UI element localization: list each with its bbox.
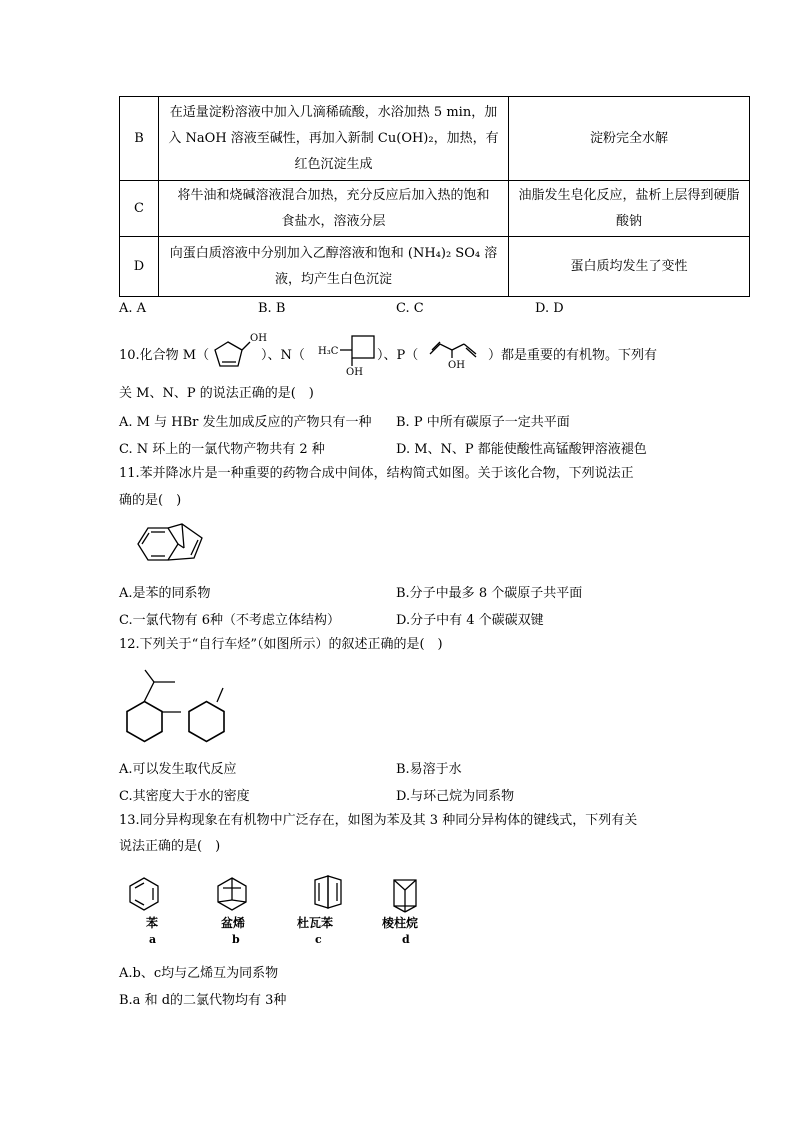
procedure-line: 在适量淀粉溶液中加入几滴稀硫酸，水浴加热 5 min，加	[169, 104, 498, 120]
q10-option-c: C. N 环上的一氯代物产物共有 2 种	[119, 442, 325, 457]
procedure-line: 入 NaOH 溶液至碱性，再加入新制 Cu(OH)₂，加热，有	[168, 130, 499, 146]
table-row	[120, 97, 750, 181]
q11-option-c: C.一氯代物有 6种（不考虑立体结构）	[119, 613, 341, 628]
structure-b-name: 盆烯	[221, 916, 246, 930]
row-result: 蛋白质均发生了变性	[509, 237, 750, 297]
table-row	[120, 181, 750, 237]
procedure-line: 食盐水，溶液分层	[281, 213, 386, 229]
q11-option-b: B.分子中最多 8 个碳原子共平面	[396, 586, 583, 601]
q13-stem-line1: 13.同分异构现象在有机物中广泛存在，如图为苯及其 3 种同分异构体的键线式，下列有关	[119, 813, 638, 828]
oh-label: OH	[346, 367, 363, 378]
q10-option-b: B. P 中所有碳原子一定共平面	[396, 415, 570, 430]
row-procedure	[159, 97, 509, 181]
q12-option-c: C.其密度大于水的密度	[119, 789, 250, 804]
structure-c-letter: c	[315, 933, 322, 946]
row-procedure	[159, 237, 509, 297]
q10-stem-part-a: 10.化合物 M（	[119, 348, 210, 363]
benzonorbornadiene-structure	[134, 522, 214, 566]
table-row	[120, 237, 750, 297]
row-result: 淀粉完全水解	[509, 97, 750, 181]
bicycle-hydrocarbon-structure	[119, 662, 229, 748]
oh-label: OH	[448, 360, 465, 371]
q11-option-d: D.分子中有 4 个碳碳双键	[396, 613, 544, 628]
compound-n-structure	[318, 326, 378, 376]
q9-table	[119, 96, 750, 297]
compound-p-structure	[428, 332, 486, 374]
structure-d-letter: d	[402, 933, 410, 946]
row-label: B	[120, 97, 159, 181]
q13-option-b: B.a 和 d的二氯代物均有 3种	[119, 993, 287, 1008]
h3c-label: H₃C	[318, 346, 339, 357]
result-line: 油脂发生皂化反应，盐析上层得到硬脂	[518, 187, 740, 203]
q10-option-d: D. M、N、P 都能使酸性高锰酸钾溶液褪色	[396, 442, 647, 457]
q12-stem: 12.下列关于“自行车烃”（如图所示）的叙述正确的是( )	[119, 637, 443, 652]
structure-d-name: 棱柱烷	[382, 916, 419, 930]
structure-a-name: 苯	[146, 916, 159, 930]
result-line: 酸钠	[615, 213, 642, 229]
q10-stem-part-b: ）、N（	[261, 348, 305, 363]
q10-option-a: A. M 与 HBr 发生加成反应的产物只有一种	[119, 415, 372, 430]
structure-c-name: 杜瓦苯	[297, 916, 334, 930]
structure-a-letter: a	[149, 933, 157, 946]
q10-stem-part-d: ）都是重要的有机物。下列有	[488, 348, 658, 363]
q13-option-a: A.b、c均与乙烯互为同系物	[119, 966, 279, 981]
q12-option-d: D.与环己烷为同系物	[396, 789, 515, 804]
oh-label: OH	[250, 333, 267, 344]
procedure-line: 液，均产生白色沉淀	[274, 271, 392, 287]
q9-option-b: B. B	[258, 301, 286, 316]
compound-m-structure	[210, 330, 267, 370]
procedure-line: 将牛油和烧碱溶液混合加热，充分反应后加入热的饱和	[177, 187, 490, 203]
row-result	[509, 181, 750, 237]
structure-b-letter: b	[232, 933, 240, 946]
q11-stem-line2: 确的是( )	[119, 493, 182, 508]
q13-stem-line2: 说法正确的是( )	[119, 839, 221, 854]
q9-option-d: D. D	[535, 301, 564, 316]
procedure-line: 向蛋白质溶液中分别加入乙醇溶液和饱和 (NH₄)₂ SO₄ 溶	[169, 245, 498, 261]
q12-option-b: B.易溶于水	[396, 762, 462, 777]
row-label: C	[120, 181, 159, 237]
q11-option-a: A.是苯的同系物	[119, 586, 211, 601]
procedure-line: 红色沉淀生成	[294, 156, 373, 172]
q10-stem-part-c: ）、P（	[377, 348, 419, 363]
row-procedure	[159, 181, 509, 237]
row-label: D	[120, 237, 159, 297]
q9-option-c: C. C	[396, 301, 424, 316]
q11-stem-line1: 11.苯并降冰片是一种重要的药物合成中间体，结构简式如图。关于该化合物，下列说法正	[119, 466, 634, 481]
q10-stem-line2: 关 M、N、P 的说法正确的是( )	[119, 386, 314, 401]
q12-option-a: A.可以发生取代反应	[119, 762, 237, 777]
q9-option-a: A. A	[119, 301, 147, 316]
